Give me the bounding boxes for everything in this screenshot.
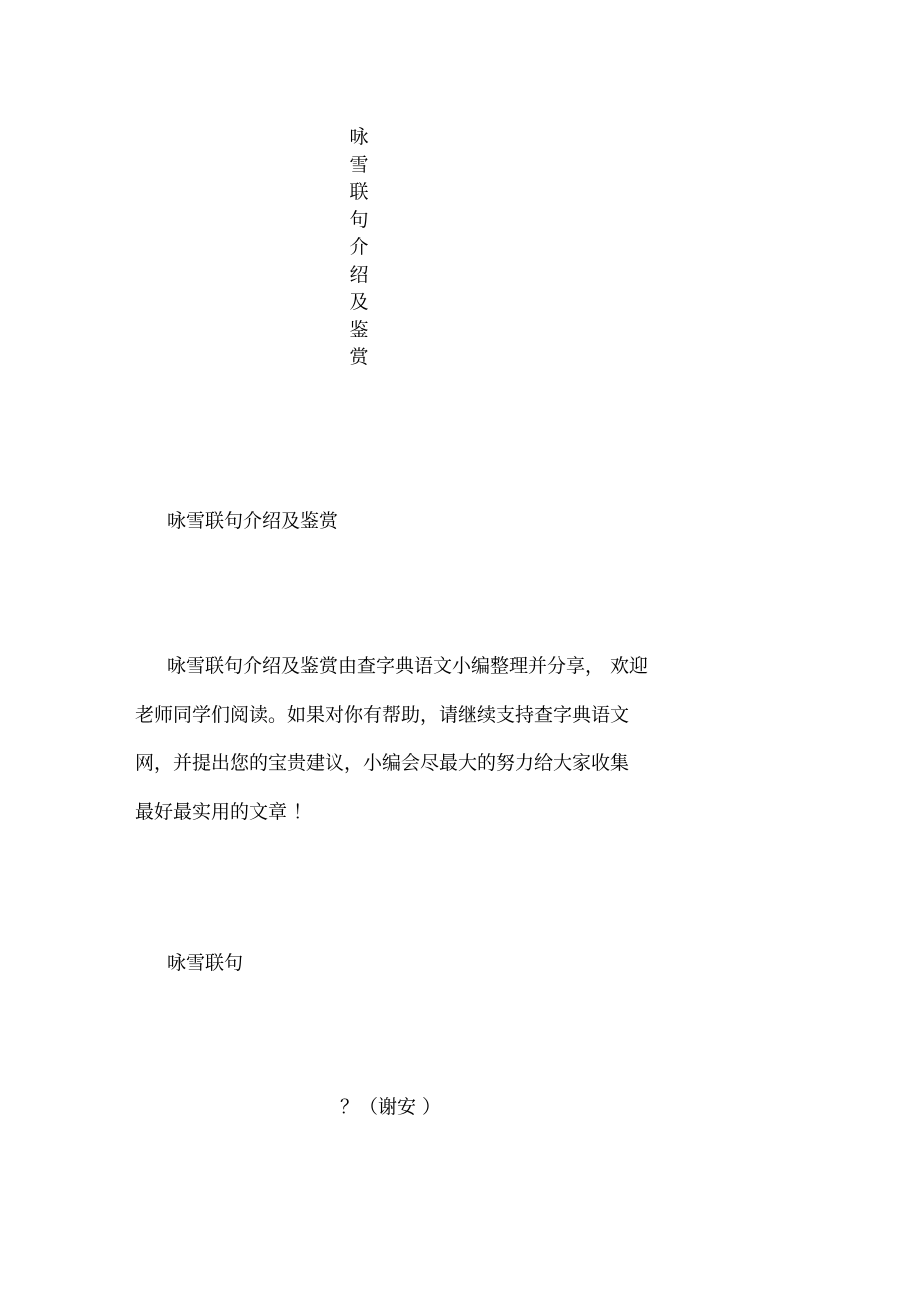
- intro-paragraph: [135, 654, 725, 848]
- vertical-title-char: 鉴: [349, 318, 369, 341]
- main-heading: 咏雪联句介绍及鉴赏: [167, 510, 339, 532]
- vertical-title: [347, 124, 371, 372]
- vertical-title-char: 联: [349, 181, 369, 203]
- poem-author-line: ？（谢安 ）: [340, 1096, 442, 1118]
- intro-line: 最好最实用的文章 ！: [135, 800, 313, 823]
- vertical-title-char: 及: [349, 291, 369, 313]
- intro-line: 咏雪联句介绍及鉴赏由查字典语文小编整理并分享， 欢迎: [167, 655, 649, 677]
- vertical-title-char: 赏: [349, 346, 369, 368]
- vertical-title-char: 绍: [349, 263, 369, 286]
- vertical-title-char: 句: [349, 208, 369, 231]
- intro-line: 网，并提出您的宝贵建议，小编会尽最大的努力给大家收集: [135, 752, 630, 774]
- section-heading: 咏雪联句: [167, 952, 244, 974]
- intro-line: 老师同学们阅读。如果对你有帮助，请继续支持查字典语文: [135, 703, 630, 726]
- vertical-title-char: 雪: [349, 153, 369, 176]
- vertical-title-char: 咏: [349, 126, 369, 148]
- vertical-title-char: 介: [349, 236, 369, 258]
